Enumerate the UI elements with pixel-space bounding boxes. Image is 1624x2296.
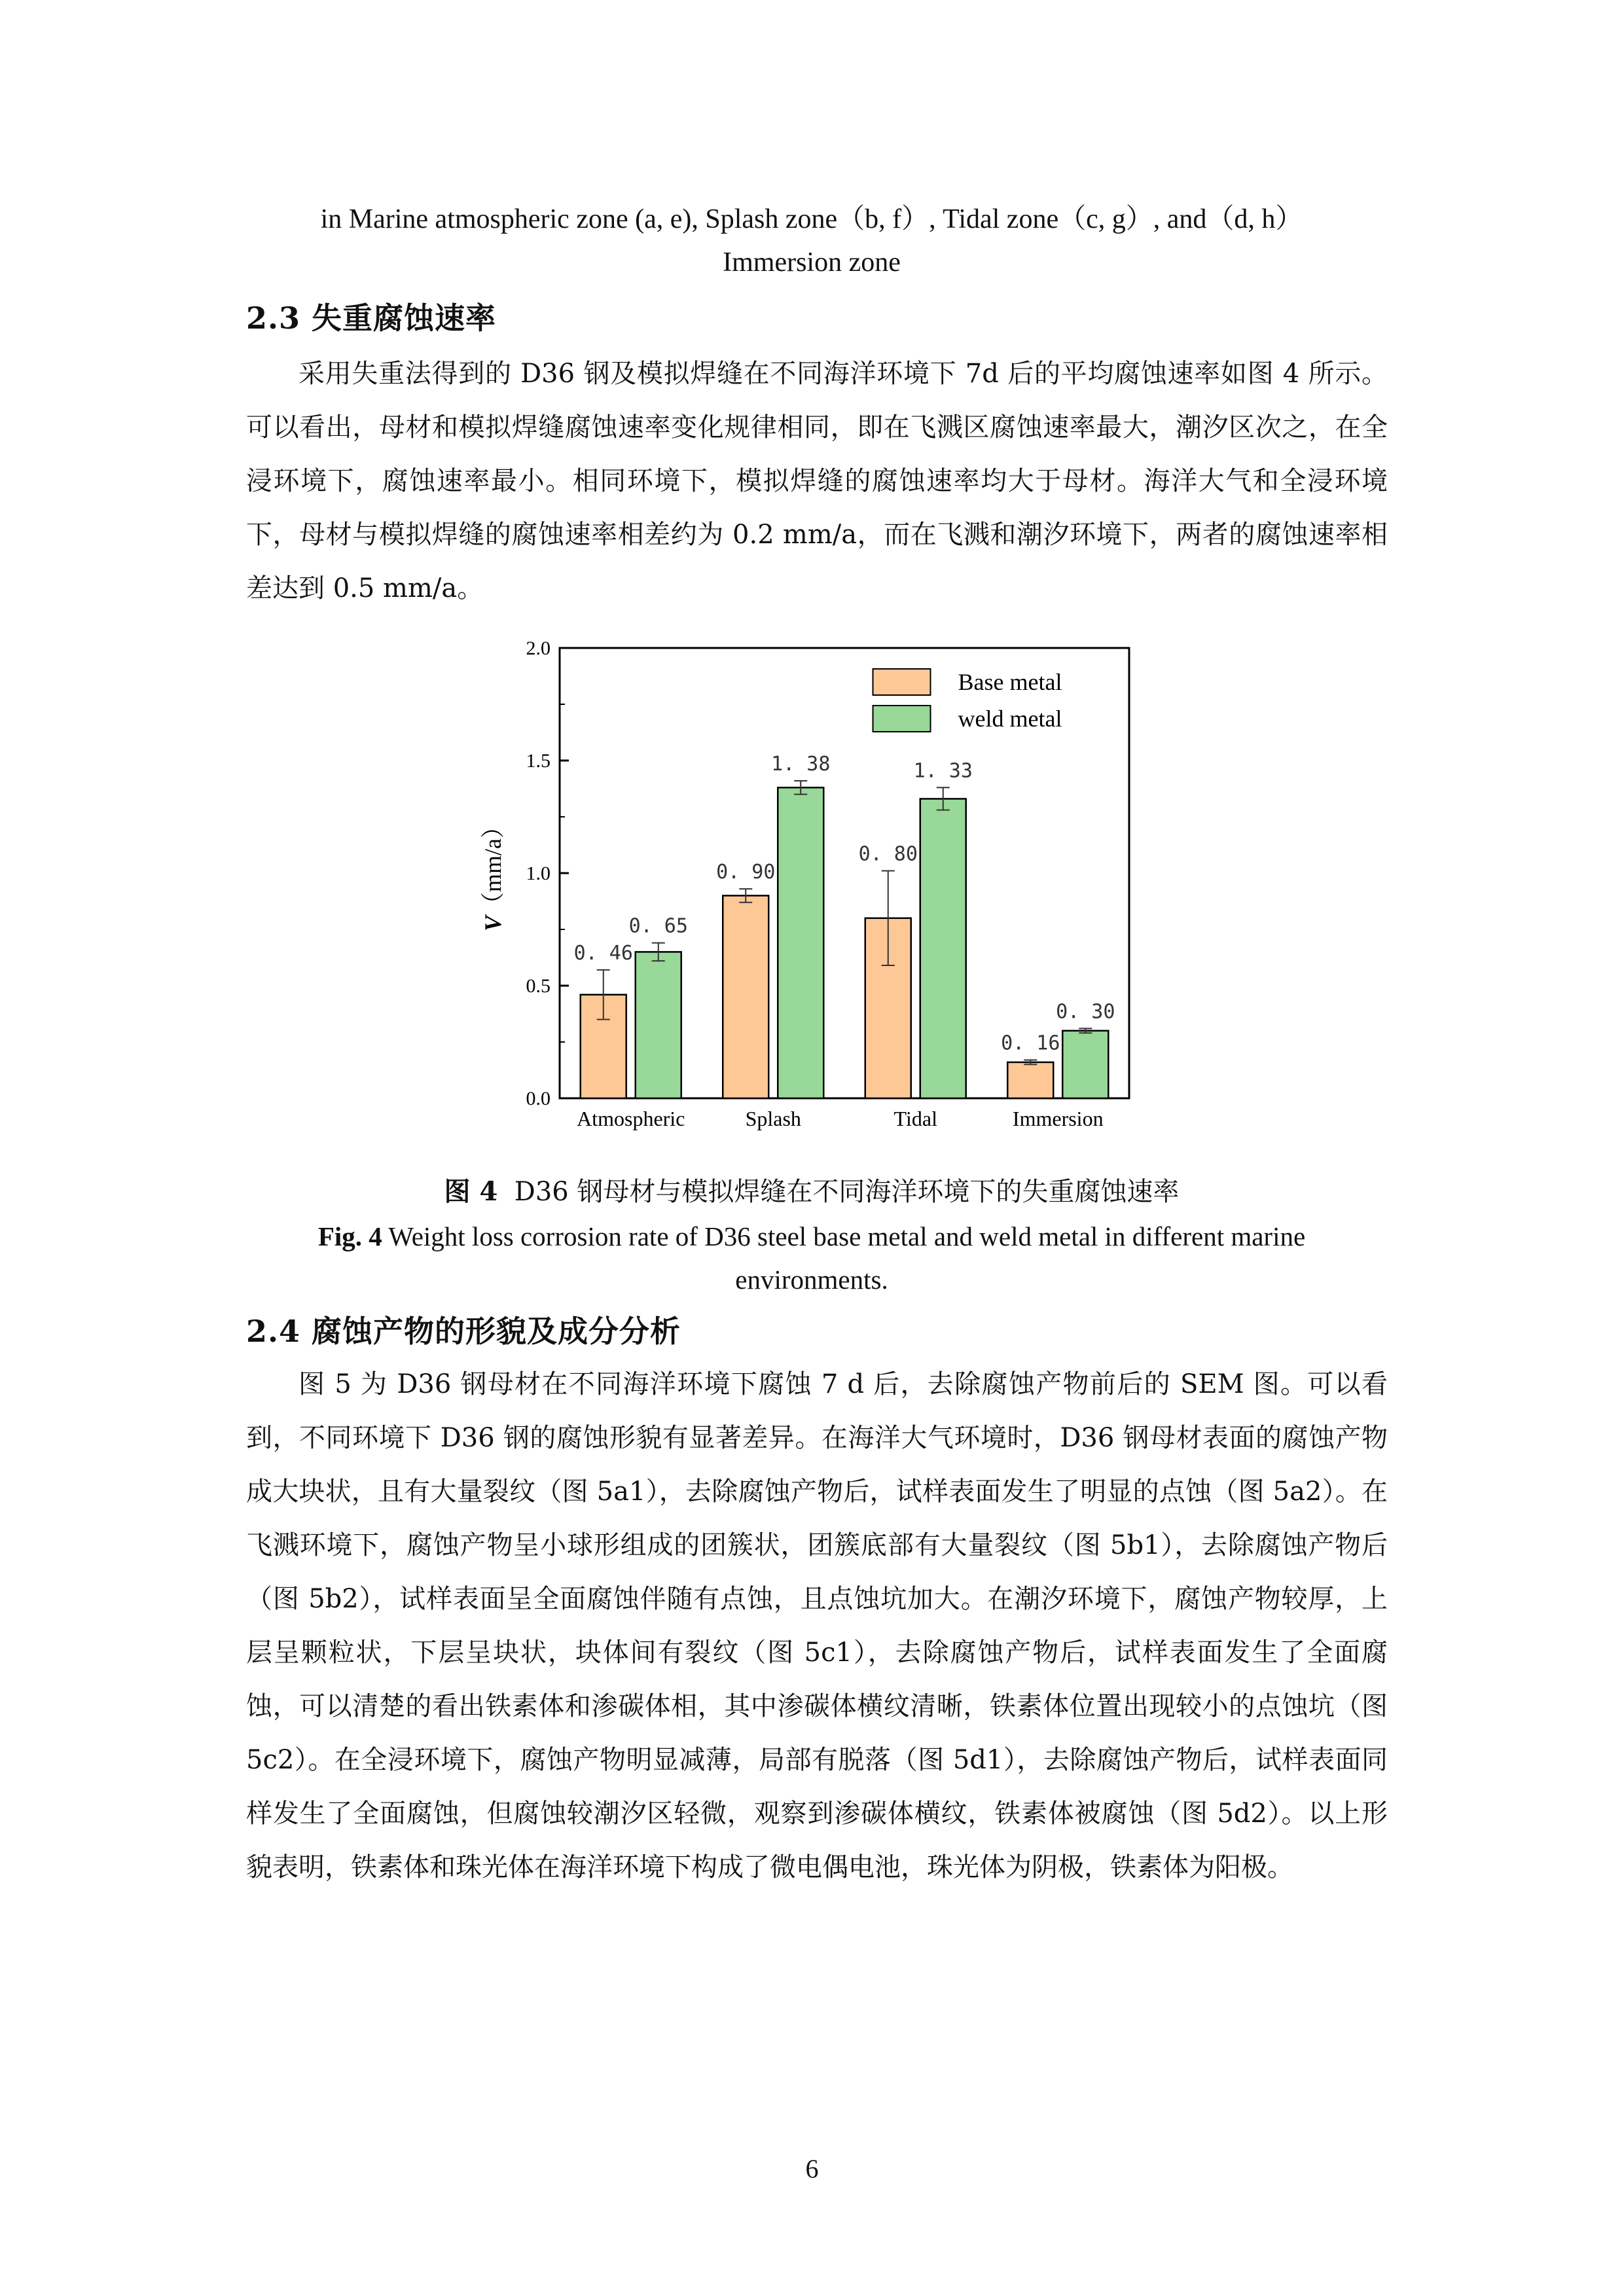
bar [636,952,681,1098]
figure-4-caption-en-text: Weight loss corrosion rate of D36 steel base metal and weld metal in different marine environments. [388,1221,1306,1295]
x-tick-label: Splash [745,1107,801,1130]
data-label: 0. 65 [628,914,688,938]
data-label: 0. 46 [573,941,633,965]
y-tick-label: 0.5 [526,975,550,997]
data-label: 1. 38 [771,752,831,776]
section-2-3-paragraph: 采用失重法得到的 D36 钢及模拟焊缝在不同海洋环境下 7d 后的平均腐蚀速率如图 4 所示。可以看出，母材和模拟焊缝腐蚀速率变化规律相同，即在飞溅区腐蚀速率最大，潮汐区次之，在全浸环境下，腐蚀速率最小。相同环境下，模拟焊缝的腐蚀速率均大于母材。海洋大气和全浸环境下，母材与模拟焊缝的腐蚀速率相差约为 0.2 mm/a，而在飞溅和潮汐环境下，两者的腐蚀速率相差达到 0.5 mm/a。 [246,359,1388,603]
section-2-4-heading: 2.4 腐蚀产物的形貌及成分分析 [246,1314,681,1349]
bar [723,895,768,1098]
y-axis-label [480,815,506,931]
y-tick-label: 2.0 [526,637,550,659]
figure-4-label-en: Fig. 4 [317,1221,382,1251]
section-2-4-paragraph: 图 5 为 D36 钢母材在不同海洋环境下腐蚀 7 d 后，去除腐蚀产物前后的 SEM 图。可以看到，不同环境下 D36 钢的腐蚀形貌有显著差异。在海洋大气环境时，D36 钢母材表面的腐蚀产物成大块状，且有大量裂纹（图 5a1），去除腐蚀产物后，试样表面发生了明显的点蚀（图 5a2）。在飞溅环境下，腐蚀产物呈小球形组成的团簇状，团簇底部有大量裂纹（图 5b1），去除腐蚀产物后（图 5b2），试样表面呈全面腐蚀伴随有点蚀，且点蚀坑加大。在潮汐环境下，腐蚀产物较厚，上层呈颗粒状，下层呈块状，块体间有裂纹（图 5c1），去除腐蚀产物后，试样表面发生了全面腐蚀，可以清楚的看出铁素体和渗碳体相，其中渗碳体横纹清晰，铁素体位置出现较小的点蚀坑（图 5c2）。在全浸环境下，腐蚀产物明显减薄，局部有脱落（图 5d1），去除腐蚀产物后，试样表面同样发生了全面腐蚀，但腐蚀较潮汐区轻微，观察到渗碳体横纹，铁素体被腐蚀（图 5d2）。以上形貌表明，铁素体和珠光体在海洋环境下构成了微电偶电池，珠光体为阴极，铁素体为阳极。 [246,1369,1388,1882]
previous-caption-line2: Immersion zone [723,247,901,278]
previous-caption-line1: in Marine atmospheric zone (a, e), Splash zone（b, f）, Tidal zone（c, g）, and（d, h） [320,204,1303,234]
bar [778,787,823,1098]
y-axis-unit: （mm/a） [480,814,506,916]
figure-4-caption-cn [242,1170,1381,1213]
y-axis-symbol: V [480,915,506,932]
legend-swatch [873,706,931,732]
y-tick-label: 1.5 [526,750,550,772]
x-tick-label: Tidal [893,1107,937,1130]
data-label: 1. 33 [913,759,973,783]
data-label: 0. 30 [1056,1000,1115,1024]
figure-4-caption-cn-text: D36 钢母材与模拟焊缝在不同海洋环境下的失重腐蚀速率 [514,1177,1180,1207]
legend-label: weld metal [958,706,1062,732]
data-label: 0. 16 [1001,1031,1060,1055]
bar [1062,1031,1108,1098]
data-label: 0. 80 [858,842,918,866]
figure-4-bar-chart [458,628,1178,1172]
legend-label: Base metal [958,669,1062,695]
y-tick-label: 1.0 [526,863,550,884]
bar [1007,1062,1053,1098]
section-2-3-heading: 2.3 失重腐蚀速率 [246,300,497,336]
bar [920,798,966,1098]
figure-4-label-cn: 图 4 [444,1176,498,1207]
previous-figure-caption [242,198,1381,284]
legend-swatch [873,669,931,695]
x-tick-label: Atmospheric [577,1107,685,1130]
y-tick-label: 0.0 [526,1088,550,1109]
page-number: 6 [805,2154,819,2183]
plot-area [480,637,1129,1130]
data-label: 0. 90 [716,861,776,884]
x-tick-label: Immersion [1012,1107,1104,1130]
figure-4-caption-en [242,1215,1381,1301]
